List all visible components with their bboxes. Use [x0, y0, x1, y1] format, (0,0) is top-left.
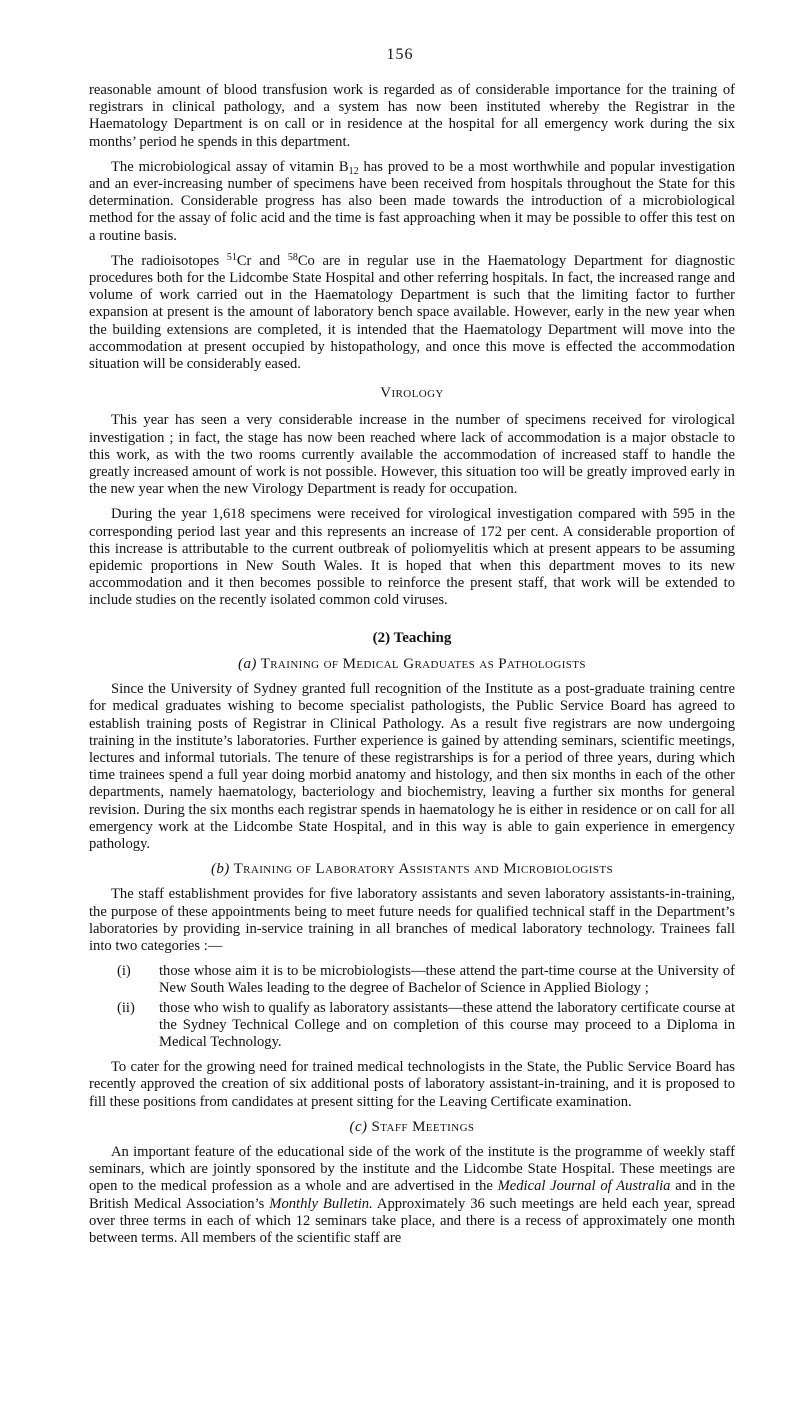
subheading-label: (c) — [349, 1118, 368, 1135]
subheading-staff-meetings — [89, 1119, 735, 1136]
list-item-number: (ii) — [117, 999, 135, 1016]
list-item — [89, 1000, 735, 1052]
list-item-number: (i) — [117, 963, 131, 980]
paragraph-text: The microbiological assay of vitamin B — [111, 158, 349, 175]
paragraph-growing-need: To cater for the growing need for trained medical technologists in the State, the Public Service Board has recently approved the creation of six additional posts of laboratory assistant-in-training, and it is proposed to fill these positions from candidates at present sitting for the Leaving Certificate examination. — [89, 1059, 735, 1110]
subheading-training-medical-graduates — [89, 656, 735, 673]
paragraph-blood-transfusion: reasonable amount of blood transfusion work is regarded as of considerable importance for the training of registrars in clinical pathology, and a system has now been instituted whereby the Registrar in the Haematology Department is on call or in residence at the hospital for all emergency work during the six months’ period he spends in this department. — [89, 82, 735, 150]
paragraph-staff-establishment: The staff establishment provides for five laboratory assistants and seven laboratory assistants-in-training, the purpose of these appointments being to meet future needs for qualified technical staff in the Department’s laboratories by providing in-service training in all branches of medical laboratory technology. Trainees fall into two categories :— — [89, 886, 735, 954]
superscript-51: 51 — [226, 251, 237, 263]
trainee-categories-list — [89, 963, 735, 1051]
subheading-label: (a) — [238, 655, 257, 672]
paragraph-text: An important feature of the educational side of the work of the institute is the programme of weekly staff seminars, which are jointly sponsored by the institute and the Lidcombe State Hospital. These meetings are open to the medical profession as a whole and are advertised in the — [89, 1143, 735, 1195]
paragraph-virology-specimens: During the year 1,618 specimens were received for virological investigation compared with 595 in the corresponding period last year and this represents an increase of 172 per cent. A considerable proportion of this increase is attributable to the current outbreak of poliomyelitis which at present appears to be assuming epidemic proportions in New South Wales. It is hoped that when this department moves to its new accommodation and it then becomes possible to reinforce the present staff, that work will be extended to include studies on the recently isolated common cold viruses. — [89, 506, 735, 609]
subheading-text: Training of Laboratory Assistants and Microbiologists — [229, 861, 613, 878]
paragraph-radioisotopes — [89, 253, 735, 373]
list-item — [89, 963, 735, 997]
superscript-58: 58 — [287, 251, 298, 263]
paragraph-text: and in the British Medical Association’s — [89, 1178, 735, 1212]
paragraph-text: has proved to be a most worthwhile and popular investigation and an ever-increasing number of specimens have been received from hospitals throughout the State for this determination. Considerable progress has also been made towards the introduction of a microbiological method for the assay of folic acid and the time is fast approaching when it may be possible to offer this test on a routine basis. — [89, 158, 735, 244]
paragraph-text: Cr and — [236, 252, 288, 269]
paragraph-text: The radioisotopes — [111, 252, 227, 269]
list-item-text: those who wish to qualify as laboratory assistants—these attend the laboratory certificate course at the Sydney Technical College and on completion of this course may proceed to a Diploma in Medical Technology. — [159, 999, 735, 1050]
teaching-heading: (2) Teaching — [372, 629, 452, 646]
paragraph-university-recognition: Since the University of Sydney granted full recognition of the Institute as a post-graduate training centre for medical graduates wishing to become specialist pathologists, the Public Service Board has agreed to establish training posts of Registrar in Clinical Pathology. As a result five registrars are now undergoing training in the institute’s laboratories. Further experience is gained by attending seminars, scientific meetings, lectures and informal tutorials. The tenure of these registrarships is for a period of three years, during which time trainees spend a full year doing morbid anatomy and histology, and then six months in each of the other departments, namely haematology, bacteriology and biochemistry, leaving a further six months for general revision. During the six months each registrar spends in haematology he is either in residence or on call for all emergency work at the Lidcombe State Hospital, and in this way is able to gain experience in emergency pathology. — [89, 681, 735, 852]
subheading-text: Staff Meetings — [367, 1118, 475, 1135]
paragraph-virology-increase: This year has seen a very considerable increase in the number of specimens received for virological investigation ; in fact, the stage has now been reached where lack of accommodation is a major obstacle to this work, as with the two rooms currently available the accommodation of increased staff to handle the greatly increased amount of work is not possible. However, this situation too will be greatly improved early in the new year when the new Virology Department is ready for occupation. — [89, 412, 735, 498]
paragraph-vitamin-b12 — [89, 159, 735, 245]
subheading-text: Training of Medical Graduates as Pathologists — [256, 655, 586, 672]
paragraph-text: Approximately 36 such meetings are held each year, spread over three terms in each of which 12 seminars take place, and there is a recess of approximately one month between terms. All members of the scientific staff are — [89, 1195, 735, 1246]
page-body — [89, 82, 735, 1255]
subheading-training-lab-assistants — [89, 861, 735, 878]
subscript-12: 12 — [348, 165, 359, 177]
list-item-text: those whose aim it is to be microbiologists—these attend the part-time course at the University of New South Wales leading to the degree of Bachelor of Science in Applied Biology ; — [159, 963, 735, 997]
paragraph-staff-seminars — [89, 1144, 735, 1247]
subheading-label: (b) — [211, 861, 230, 878]
paragraph-text: Co are in regular use in the Haematology Department for diagnostic procedures both for the Lidcombe State Hospital and other referring hospitals. In fact, the increased range and volume of work carried out in the Haematology Department is such that the limiting factor to further expansion at present is the amount of laboratory bench space available. However, early in the new year when the building extensions are completed, it is intended that the Haematology Department will move into the accommodation at present occupied by histopathology, and once this move is effected the accommodation situation will be considerably eased. — [89, 252, 736, 373]
journal-title: Medical Journal of Australia — [497, 1178, 671, 1195]
page-number: 156 — [386, 46, 414, 63]
virology-heading: Virology — [380, 385, 444, 402]
bulletin-title: Monthly Bulletin. — [269, 1195, 373, 1212]
